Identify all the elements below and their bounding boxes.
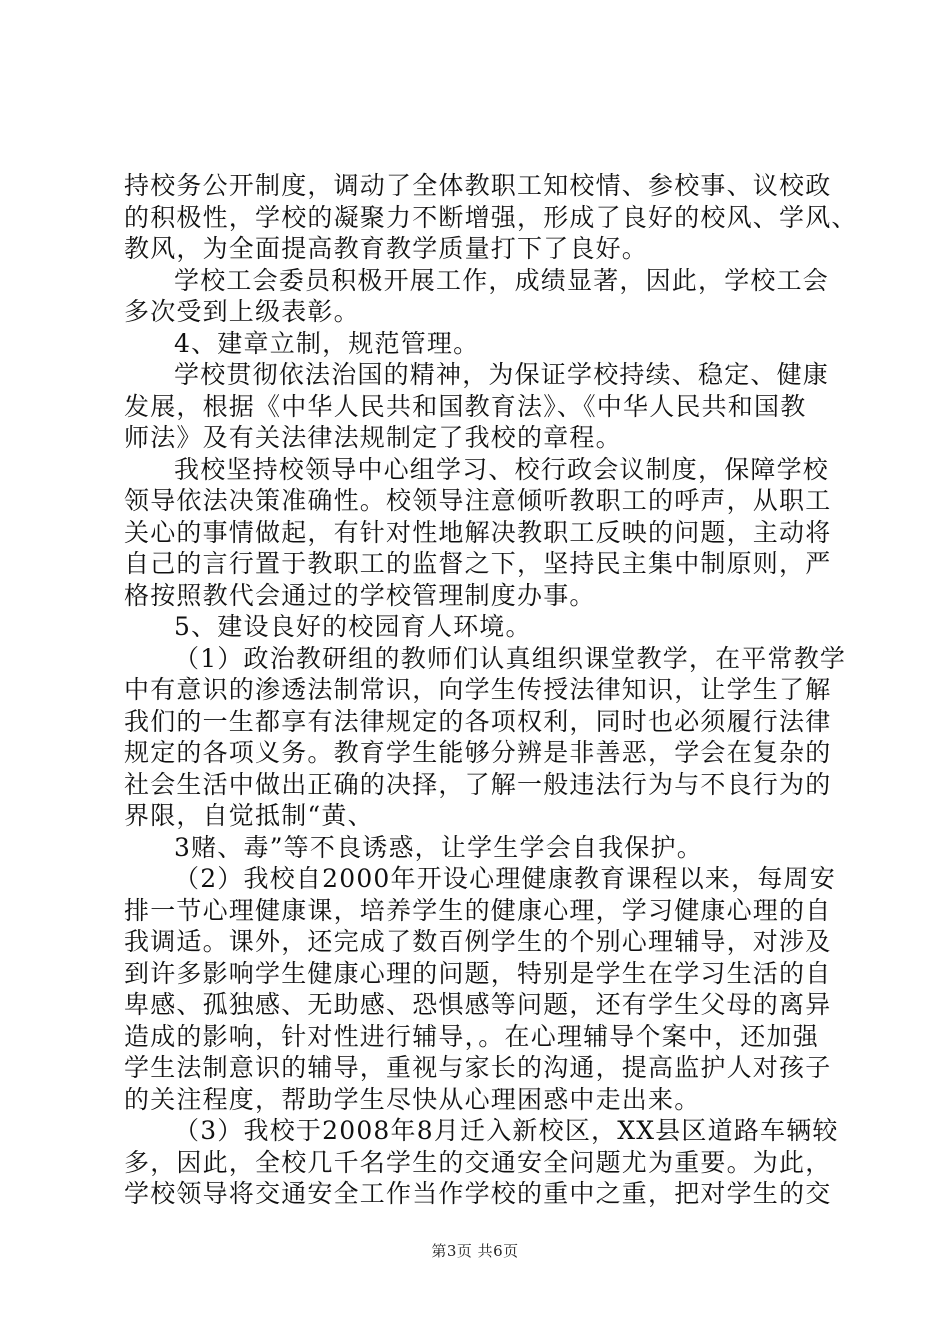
text-line: 界限，自觉抵制“黄、 (124, 801, 374, 830)
text-line: 学校贯彻依法治国的精神，为保证学校持续、稳定、健康 (174, 360, 830, 389)
text-line: 5、建设良好的校园育人环境。 (174, 612, 532, 641)
text-line: 多次受到上级表彰。 (124, 297, 360, 326)
text-line: 规定的各项义务。教育学生能够分辨是非善恶，学会在复杂的 (124, 738, 832, 767)
text-line: 格按照教代会通过的学校管理制度办事。 (124, 580, 596, 610)
text-line: 自己的言行置于教职工的监督之下，坚持民主集中制原则，严 (124, 549, 832, 578)
text-line: 关心的事情做起，有针对性地解决教职工反映的问题，主动将 (124, 517, 832, 547)
text-line: 4、建章立制，规范管理。 (174, 328, 480, 358)
text-line: 社会生活中做出正确的决择，了解一般违法行为与不良行为的 (124, 769, 832, 799)
text-line: 卑感、孤独感、无助感、恐惧感等问题，还有学生父母的离异 (124, 990, 832, 1019)
text-line: 我们的一生都享有法律规定的各项权利，同时也必须履行法律 (124, 706, 832, 736)
text-line: 的积极性，学校的凝聚力不断增强，形成了良好的校风、学风、 (124, 202, 858, 232)
text-line: 学校工会委员积极开展工作，成绩显著，因此，学校工会 (174, 265, 830, 295)
text-line: 我校坚持校领导中心组学习、校行政会议制度，保障学校 (174, 454, 830, 484)
text-line: 发展，根据《中华人民共和国教育法》、《中华人民共和国教 (124, 391, 807, 421)
text-line: 多，因此，全校几千名学生的交通安全问题尤为重要。为此， (124, 1147, 832, 1177)
text-line: 到许多影响学生健康心理的问题，特别是学生在学习生活的自 (124, 958, 832, 988)
text-line: 学校领导将交通安全工作当作学校的重中之重，把对学生的交 (124, 1179, 832, 1208)
text-line: 领导依法决策准确性。校领导注意倾听教职工的呼声，从职工 (124, 486, 832, 515)
text-line: （3）我校于2008年8月迁入新校区，XX县区道路车辆较 (174, 1116, 839, 1145)
text-line: 造成的影响，针对性进行辅导，。在心理辅导个案中，还加强 (124, 1021, 819, 1051)
text-line: 师法》及有关法律法规制定了我校的章程。 (124, 423, 622, 452)
text-line: （1）政治教研组的教师们认真组织课堂教学，在平常教学 (174, 643, 847, 673)
text-line: （2）我校自2000年开设心理健康教育课程以来，每周安 (174, 864, 836, 893)
text-line: 的关注程度，帮助学生尽快从心理困惑中走出来。 (124, 1084, 701, 1114)
page-footer: 第3页 共6页 (431, 1242, 519, 1260)
text-line: 学生法制意识的辅导，重视与家长的沟通，提高监护人对孩子 (124, 1053, 832, 1082)
text-line: 3赌、毒”等不良诱惑，让学生学会自我保护。 (174, 832, 703, 862)
text-line: 教风，为全面提高教育教学质量打下了良好。 (124, 234, 649, 263)
text-line: 持校务公开制度，调动了全体教职工知校情、参校事、议校政 (124, 171, 832, 200)
text-line: 排一节心理健康课，培养学生的健康心理，学习健康心理的自 (124, 895, 832, 925)
text-line: 中有意识的渗透法制常识，向学生传授法律知识，让学生了解 (124, 675, 832, 704)
body-text (124, 170, 858, 1210)
text-line: 我调适。课外，还完成了数百例学生的个别心理辅导，对涉及 (124, 927, 832, 956)
